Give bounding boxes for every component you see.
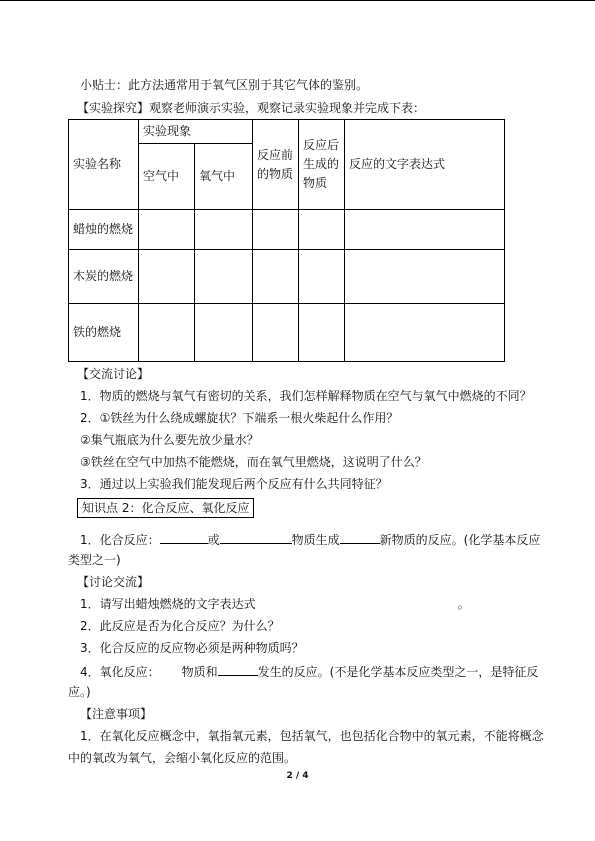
cell-empty[interactable]: [139, 250, 195, 304]
combination-text-3: 物质生成: [291, 533, 340, 547]
combination-text-4: 新物质的反应。(化学基本反应: [379, 533, 541, 547]
discuss-heading: 【交流讨论】: [77, 367, 150, 381]
header-after: 反应后生成的物质: [299, 120, 345, 210]
combination-definition: [80, 530, 540, 548]
row-name: 蜡烛的燃烧: [69, 210, 139, 250]
notes-n1: 1．在氧化反应概念中，氧指氧元素，包括氧气，也包括化合物中的氧元素，不能将概念: [80, 729, 544, 743]
discuss2-heading: 【讨论交流】: [77, 575, 150, 589]
oxidation-definition: [80, 662, 538, 680]
discuss-q3: 3．通过以上实验我们能发现后两个反应有什么共同特征？: [80, 477, 388, 491]
discuss-q2b: ②集气瓶底为什么要先放少量水？: [80, 433, 259, 447]
header-name: 实验名称: [69, 120, 139, 210]
row-name: 木炭的燃烧: [69, 250, 139, 304]
cell-empty[interactable]: [345, 304, 505, 362]
table-row: [69, 304, 505, 362]
cell-empty[interactable]: [299, 304, 345, 362]
blank-1[interactable]: [160, 530, 208, 544]
oxidation-text-3: 发生的反应。(不是化学基本反应类型之一，是特征反: [257, 665, 539, 679]
oxidation-text-2: 物质和: [181, 665, 218, 679]
cell-empty[interactable]: [195, 304, 253, 362]
cell-empty[interactable]: [345, 210, 505, 250]
discuss2-q2: 2．此反应是否为化合反应？为什么？: [80, 619, 280, 633]
cell-empty[interactable]: [253, 250, 299, 304]
blank-2[interactable]: [220, 530, 292, 544]
cell-empty[interactable]: [195, 210, 253, 250]
row-name: 铁的燃烧: [69, 304, 139, 362]
combination-text-2: 或: [207, 533, 220, 547]
cell-empty[interactable]: [195, 250, 253, 304]
notes-n1-cont: 中的氧改为氧气，会缩小氧化反应的范围。: [68, 751, 297, 765]
experiment-table: [68, 119, 505, 362]
discuss-q2c: ③铁丝在空气中加热不能燃烧，而在氧气里燃烧，这说明了什么？: [80, 455, 427, 469]
knowledge-point-box: 知识点 2：化合反应、氧化反应: [77, 498, 254, 518]
header-phenomenon: 实验现象: [139, 120, 253, 144]
discuss2-q3: 3．化合反应的反应物必须是两种物质吗？: [80, 641, 304, 655]
combination-cont: 类型之一): [68, 553, 121, 567]
header-before: 反应前的物质: [253, 120, 299, 210]
notes-heading: 【注意事项】: [80, 707, 153, 721]
discuss2-q1-text: 1．请写出蜡烛燃烧的文字表达式: [80, 597, 256, 611]
cell-empty[interactable]: [139, 210, 195, 250]
combination-text-1: 1．化合反应：: [80, 533, 160, 547]
cell-empty[interactable]: [253, 210, 299, 250]
discuss2-q1: [80, 596, 470, 612]
cell-empty[interactable]: [253, 304, 299, 362]
oxidation-text-1: 4．氧化反应：: [80, 665, 160, 679]
cell-empty[interactable]: [299, 250, 345, 304]
explore-heading: 【实验探究】观察老师演示实验，观察记录实验现象并完成下表：: [77, 101, 426, 115]
tip-text: 小贴士：此方法通常用于氧气区别于其它气体的鉴别。: [80, 78, 369, 92]
discuss2-q1-end: 。: [457, 597, 470, 611]
discuss-q1: 1．物质的燃烧与氧气有密切的关系，我们怎样解释物质在空气与氧气中燃烧的不同？: [80, 389, 532, 403]
table-row: [69, 250, 505, 304]
blank-3[interactable]: [340, 530, 380, 544]
cell-empty[interactable]: [299, 210, 345, 250]
page-number: 2 / 4: [286, 771, 309, 781]
header-air: 空气中: [139, 144, 195, 210]
header-oxygen: 氧气中: [195, 144, 253, 210]
blank-4[interactable]: [218, 662, 258, 676]
header-expression: 反应的文字表达式: [345, 120, 505, 210]
cell-empty[interactable]: [139, 304, 195, 362]
top-rule: [0, 0, 595, 1]
oxidation-cont: 应。): [68, 685, 91, 699]
table-row: [69, 210, 505, 250]
cell-empty[interactable]: [345, 250, 505, 304]
discuss-q2: 2．①铁丝为什么绕成螺旋状？下端系一根火柴起什么作用？: [80, 411, 399, 425]
